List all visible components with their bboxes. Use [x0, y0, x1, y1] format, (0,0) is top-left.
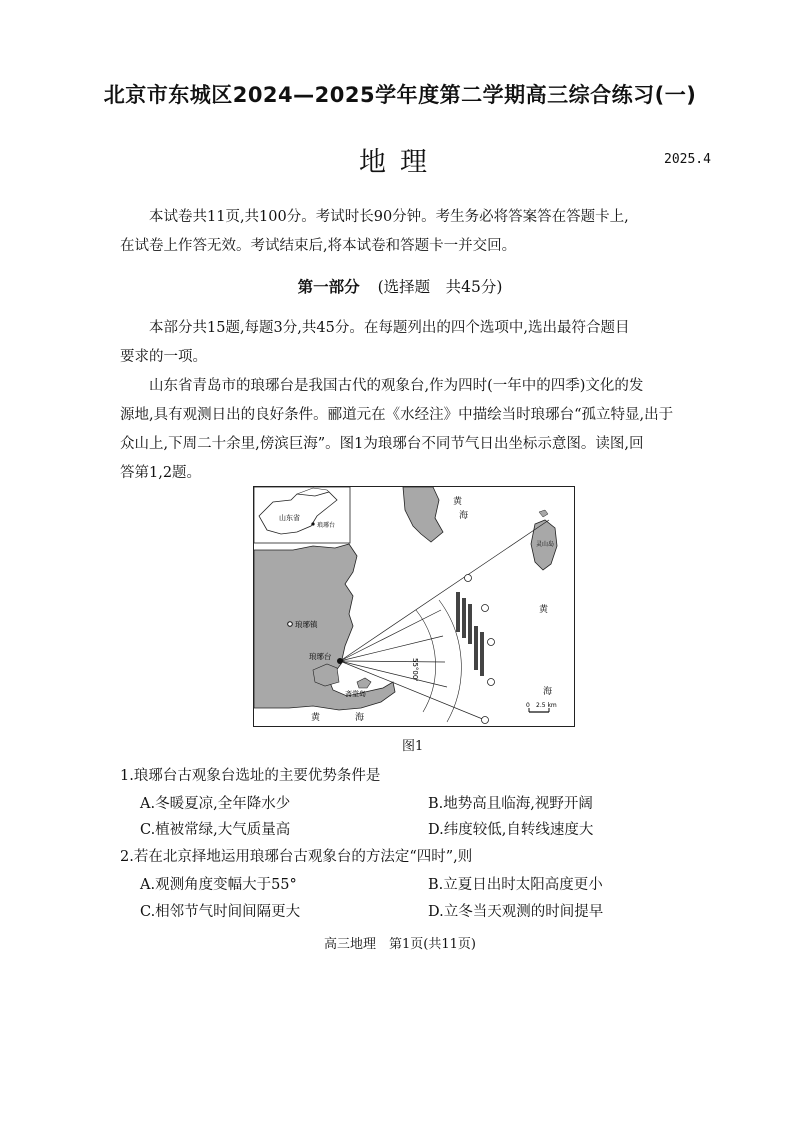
instructions-line-1: 本试卷共11页,共100分。考试时长90分钟。考生务必将答案答在答题卡上, — [149, 209, 629, 225]
term-label-block-1 — [456, 592, 460, 632]
passage-line-4: 答第1,2题。 — [120, 465, 202, 481]
question-2-option-a: A.观测角度变幅大于55° — [140, 877, 297, 893]
question-2-option-b: B.立夏日出时太阳高度更小 — [428, 877, 603, 893]
passage-line-3: 众山上,下周二十余里,傍滨巨海”。图1为琅琊台不同节气日出坐标示意图。读图,回 — [120, 436, 644, 452]
angle-label: 55°00' — [411, 658, 419, 682]
town-label: 琅琊镇 — [295, 620, 318, 629]
sea-label-1: 黄 — [453, 497, 463, 507]
question-2-option-c: C.相邻节气时间间隔更大 — [140, 904, 301, 920]
page-footer: 高三地理 第1页(共11页) — [324, 937, 476, 952]
sun-marker-5 — [482, 717, 489, 724]
section-note: (选择题 共45分) — [377, 278, 503, 296]
sea-label-2: 海 — [459, 511, 469, 521]
instructions — [120, 203, 688, 261]
sun-marker-3 — [488, 639, 495, 646]
question-2-stem: 2.若在北京择地运用琅琊台古观象台的方法定“四时”,则 — [120, 849, 473, 865]
question-2-option-d: D.立冬当天观测的时间提早 — [428, 904, 604, 920]
question-1-option-d: D.纬度较低,自转线速度大 — [428, 822, 594, 838]
question-1-option-c: C.植被常绿,大气质量高 — [140, 822, 291, 838]
passage-line-1: 山东省青岛市的琅琊台是我国古代的观象台,作为四时(一年中的四季)文化的发 — [149, 378, 644, 394]
sun-marker-4 — [488, 679, 495, 686]
passage-line-2: 源地,具有观测日出的良好条件。郦道元在《水经注》中描绘当时琅琊台“孤立特显,出于 — [120, 407, 674, 423]
town-marker — [288, 622, 293, 627]
inset-province-label: 山东省 — [279, 514, 300, 522]
section-heading — [0, 275, 800, 297]
sea-label-6: 海 — [355, 713, 365, 723]
sun-marker-2 — [482, 605, 489, 612]
section-title: 第一部分 — [297, 278, 360, 296]
inset-point-marker — [311, 522, 314, 525]
term-label-block-5 — [480, 632, 484, 676]
scale-label: 2.5 km — [536, 702, 557, 709]
term-label-block-3 — [468, 604, 472, 644]
sun-marker-1 — [465, 575, 472, 582]
instructions-line-2: 在试卷上作答无效。考试结束后,将本试卷和答题卡一并交回。 — [120, 238, 517, 254]
inset-point-label: 琅琊台 — [317, 522, 336, 529]
term-label-block-2 — [462, 598, 466, 638]
exam-date: 2025.4 — [664, 152, 711, 167]
section-intro — [120, 314, 688, 372]
section-intro-line-2: 要求的一项。 — [120, 349, 207, 365]
zhaitang-label: 斋堂岛 — [345, 690, 366, 698]
question-1-option-b: B.地势高且临海,视野开阔 — [428, 796, 593, 812]
question-1-option-a: A.冬暖夏凉,全年降水少 — [140, 796, 291, 812]
tai-marker — [337, 658, 343, 664]
subject-title: 地理 — [359, 147, 441, 178]
exam-title: 北京市东城区2024—2025学年度第二学期高三综合练习(一) — [103, 83, 697, 107]
term-label-block-4 — [474, 626, 478, 670]
sea-label-4: 海 — [543, 687, 553, 697]
lingshan-label: 灵山岛 — [536, 541, 555, 548]
scale-zero: 0 — [526, 702, 530, 709]
passage — [120, 372, 688, 488]
section-intro-line-1: 本部分共15题,每题3分,共45分。在每题列出的四个选项中,选出最符合题目 — [149, 320, 630, 336]
figure-caption: 图1 — [402, 739, 424, 754]
question-1-stem: 1.琅琊台古观象台选址的主要优势条件是 — [120, 768, 381, 784]
map-figure — [253, 486, 575, 727]
tai-label: 琅琊台 — [309, 652, 332, 661]
sea-label-5: 黄 — [311, 713, 321, 723]
sea-label-3: 黄 — [539, 605, 549, 615]
